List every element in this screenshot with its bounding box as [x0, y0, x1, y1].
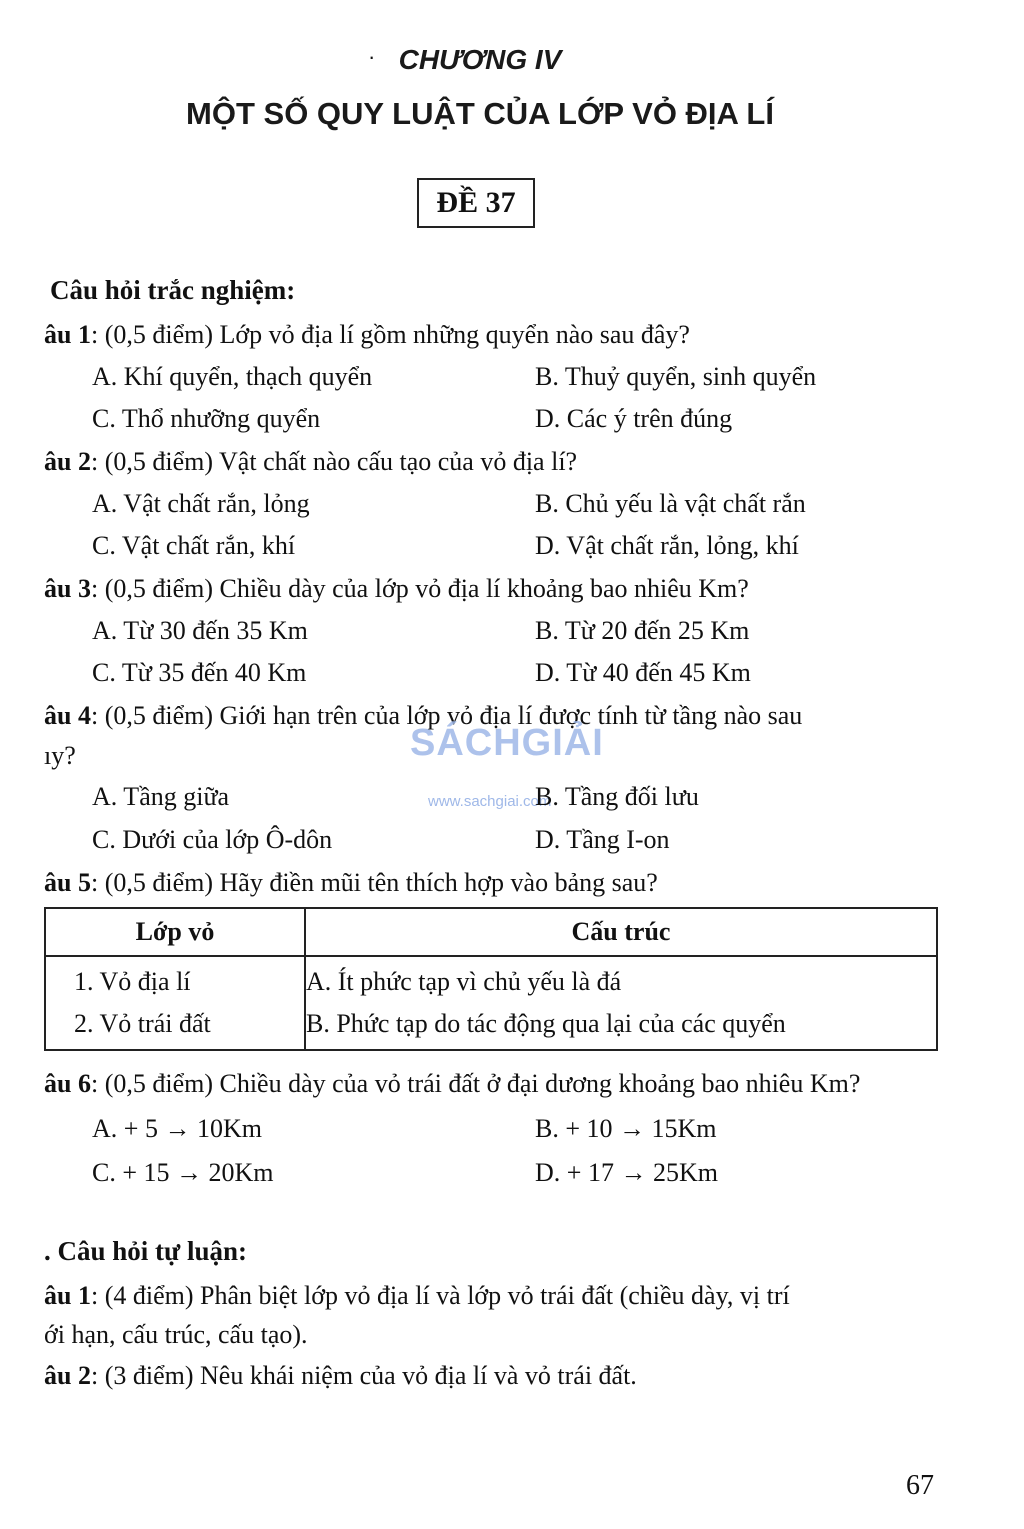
- essay-question-1-prefix: âu 1: [44, 1281, 91, 1310]
- q6-option-a: A. + 5 → 10Km: [92, 1114, 262, 1143]
- table-left-column: [45, 956, 305, 1050]
- essay-question-1: [44, 1281, 790, 1311]
- q4-option-a: A. Tầng giữa: [92, 782, 230, 811]
- question-6-text: : (0,5 điểm) Chiều dày của vỏ trái đất ở đại dương khoảng bao nhiêu Km?: [90, 1069, 861, 1098]
- watermark-logo: SÁCHGIẢI: [410, 722, 604, 764]
- q3-option-b: B. Từ 20 đến 25 Km: [535, 616, 750, 645]
- stray-dot: ·: [368, 44, 376, 69]
- q2-option-b: B. Chủ yếu là vật chất rắn: [535, 489, 806, 518]
- question-1-text: : (0,5 điểm) Lớp vỏ địa lí gồm những quyển nào sau đây?: [90, 320, 690, 349]
- q3-option-c: C. Từ 35 đến 40 Km: [92, 658, 307, 687]
- question-1: [44, 320, 690, 350]
- table-left-item-1: 1. Vỏ địa lí: [74, 967, 191, 996]
- question-4-text: : (0,5 điểm) Giới hạn trên của lớp vỏ địa lí được tính từ tầng nào sau: [90, 701, 803, 730]
- chapter-label: CHƯƠNG IV: [398, 44, 562, 75]
- q4-option-b: B. Tầng đối lưu: [535, 782, 699, 811]
- essay-question-2-prefix: âu 2: [44, 1361, 91, 1390]
- table-right-item-b: B. Phức tạp do tác động qua lại của các quyển: [306, 1009, 786, 1038]
- question-6: [44, 1069, 860, 1099]
- test-number-box: ĐỀ 37: [417, 178, 535, 228]
- table-header-structure: Cấu trúc: [305, 908, 937, 956]
- question-2: [44, 447, 577, 477]
- q2-option-c: C. Vật chất rắn, khí: [92, 531, 296, 560]
- q3-option-a: A. Từ 30 đến 35 Km: [92, 616, 308, 645]
- q4-option-c: C. Dưới của lớp Ô-dôn: [92, 825, 333, 854]
- essay-question-2-text: : (3 điểm) Nêu khái niệm của vỏ địa lí và vỏ trái đất.: [90, 1361, 637, 1390]
- question-3-text: : (0,5 điểm) Chiều dày của lớp vỏ địa lí khoảng bao nhiêu Km?: [90, 574, 749, 603]
- multiple-choice-heading: Câu hỏi trắc nghiệm:: [50, 275, 296, 305]
- question-5-text: : (0,5 điểm) Hãy điền mũi tên thích hợp vào bảng sau?: [90, 868, 658, 897]
- question-2-text: : (0,5 điểm) Vật chất nào cấu tạo của vỏ địa lí?: [90, 447, 578, 476]
- q1-option-b: B. Thuỷ quyển, sinh quyển: [535, 362, 817, 391]
- table-left-item-2: 2. Vỏ trái đất: [74, 1009, 211, 1038]
- question-2-prefix: âu 2: [44, 447, 91, 476]
- table-right-item-a: A. Ít phức tạp vì chủ yếu là đá: [306, 967, 622, 996]
- question-4-continuation: ıy?: [44, 741, 76, 770]
- q6-option-d: D. + 17 → 25Km: [535, 1158, 718, 1187]
- question-4-prefix: âu 4: [44, 701, 91, 730]
- question-5-prefix: âu 5: [44, 868, 91, 897]
- essay-question-1-text: : (4 điểm) Phân biệt lớp vỏ địa lí và lớp vỏ trái đất (chiều dày, vị trí: [90, 1281, 790, 1310]
- question-3-prefix: âu 3: [44, 574, 91, 603]
- q1-option-c: C. Thổ nhưỡng quyển: [92, 404, 321, 433]
- q6-option-b: B. + 10 → 15Km: [535, 1114, 717, 1143]
- watermark-url: www.sachgiai.com: [428, 793, 552, 810]
- q2-option-a: A. Vật chất rắn, lỏng: [92, 489, 310, 518]
- essay-question-1-continuation: ới hạn, cấu trúc, cấu tạo).: [44, 1320, 308, 1349]
- q4-option-d: D. Tầng I-on: [535, 825, 670, 854]
- q6-option-c: C. + 15 → 20Km: [92, 1158, 274, 1187]
- table-right-column: [305, 956, 937, 1050]
- q1-option-a: A. Khí quyển, thạch quyển: [92, 362, 373, 391]
- essay-question-2: [44, 1361, 637, 1391]
- q2-option-d: D. Vật chất rắn, lỏng, khí: [535, 531, 799, 560]
- chapter-title: MỘT SỐ QUY LUẬT CỦA LỚP VỎ ĐỊA LÍ: [186, 96, 774, 131]
- question-1-prefix: âu 1: [44, 320, 91, 349]
- question-6-prefix: âu 6: [44, 1069, 91, 1098]
- q3-option-d: D. Từ 40 đến 45 Km: [535, 658, 751, 687]
- page-number: 67: [906, 1470, 934, 1501]
- question-3: [44, 574, 749, 604]
- table-header-layer: Lớp vỏ: [45, 908, 305, 956]
- essay-heading: . Câu hỏi tự luận:: [44, 1236, 248, 1266]
- matching-table: [44, 907, 938, 1051]
- q1-option-d: D. Các ý trên đúng: [535, 404, 733, 433]
- question-5: [44, 868, 658, 898]
